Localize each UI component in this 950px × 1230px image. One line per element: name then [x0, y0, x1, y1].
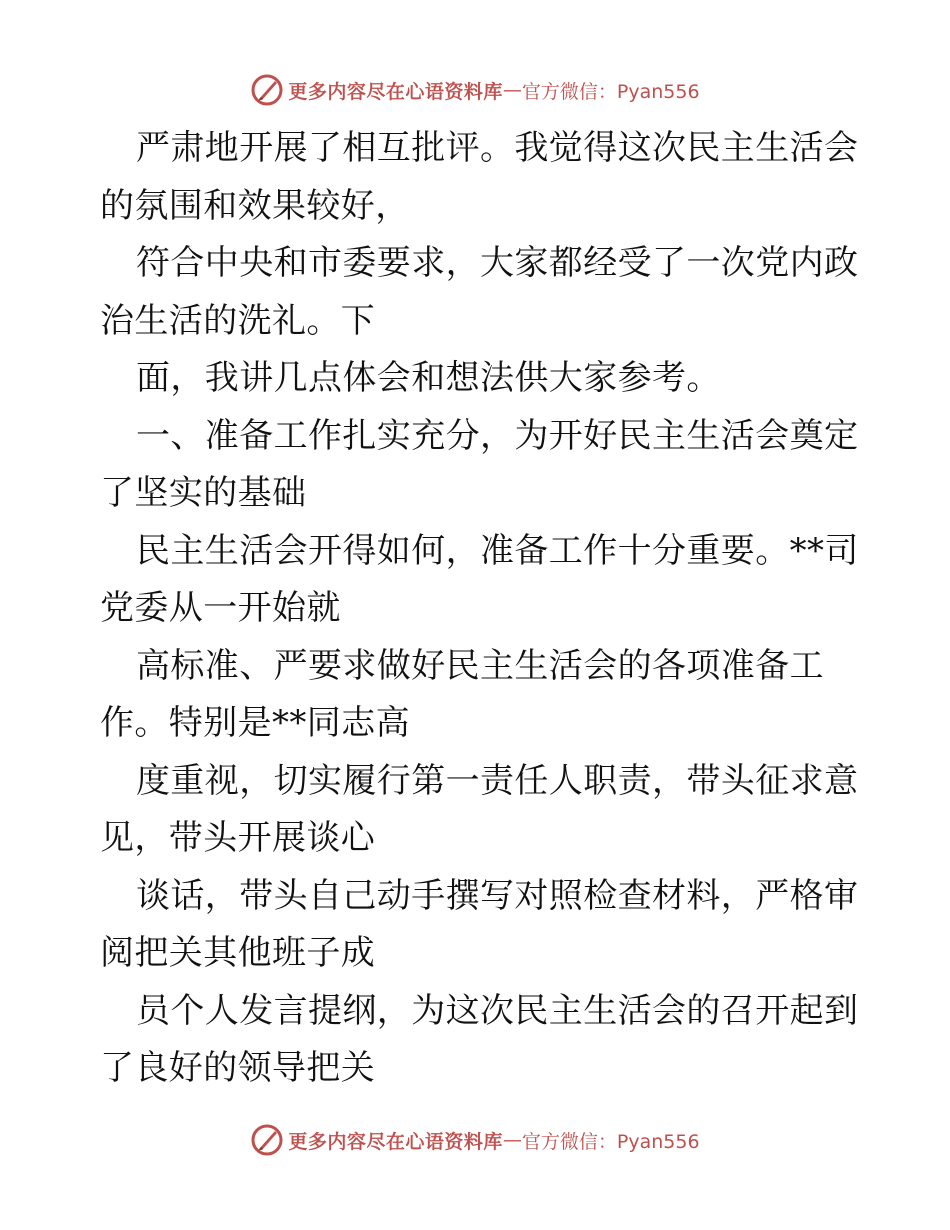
document-body — [100, 120, 860, 1098]
body-line: 作。特别是**同志高 — [100, 703, 410, 743]
body-line: 民主生活会开得如何，准备工作十分重要。**司 — [136, 530, 859, 571]
body-line: 党委从一开始就 — [100, 588, 341, 628]
watermark-dash: — — [502, 1129, 522, 1151]
body-line: 谈话，带头自己动手撰写对照检查材料，严格审 — [136, 875, 859, 916]
body-line: 见，带头开展谈心 — [100, 818, 376, 858]
body-line: 严肃地开展了相互批评。我觉得这次民主生活会 — [136, 128, 859, 168]
body-line: 阅把关其他班子成 — [100, 933, 376, 973]
body-line: 治生活的洗礼。下 — [100, 300, 376, 341]
header-watermark — [0, 70, 950, 110]
section-heading-line: 一、准备工作扎实充分，为开好民主生活会奠定 — [136, 415, 859, 456]
watermark-brand-text: 更多内容尽在心语资料库 — [288, 80, 503, 103]
body-line: 了良好的领导把关 — [100, 1048, 376, 1088]
body-line: 面，我讲几点体会和想法供大家参考。 — [136, 358, 721, 398]
quill-pen-logo-icon — [250, 1123, 284, 1157]
quill-pen-logo-icon — [250, 73, 284, 107]
watermark-dash: — — [502, 79, 522, 101]
body-line: 度重视，切实履行第一责任人职责，带头征求意 — [136, 760, 859, 801]
body-line: 员个人发言提纲，为这次民主生活会的召开起到 — [136, 990, 859, 1031]
watermark-official-text: 官方微信：Pyan556 — [521, 80, 700, 103]
body-line: 符合中央和市委要求，大家都经受了一次党内政 — [136, 243, 859, 283]
section-heading-line: 了坚实的基础 — [100, 473, 307, 513]
body-line: 高标准、严要求做好民主生活会的各项准备工 — [136, 645, 824, 686]
footer-watermark — [0, 1120, 950, 1160]
watermark-brand-text: 更多内容尽在心语资料库 — [288, 1130, 503, 1153]
watermark-official-text: 官方微信：Pyan556 — [521, 1130, 700, 1153]
body-line: 的氛围和效果较好， — [100, 185, 410, 226]
